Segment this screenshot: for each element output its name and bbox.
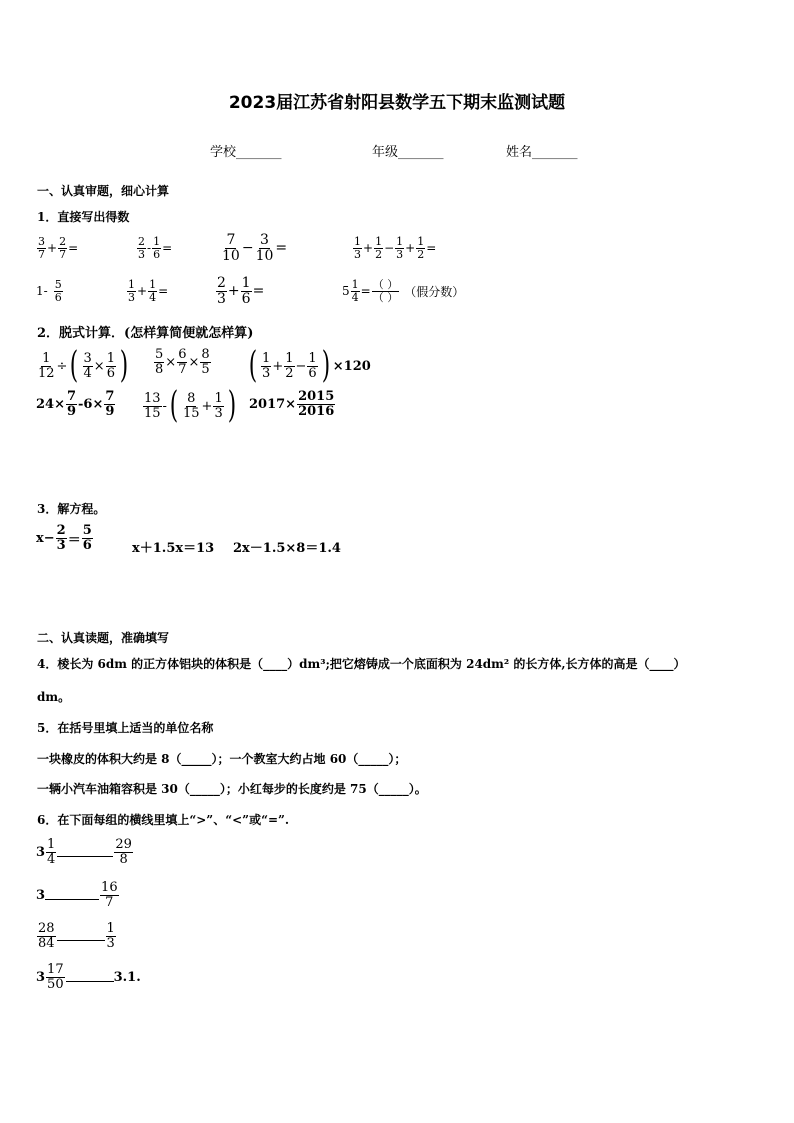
q6-r1-blank[interactable] (57, 856, 113, 857)
q1-r2-c: $\frac{2}{3}$ + $\frac{1}{6}$ = (217, 275, 265, 307)
q2-e3: ( $\frac{1}{3}$ + $\frac{1}{2}$ − $\frac{1}{6}$ ) ×120 (248, 345, 371, 386)
section2-heading: 二、认真读题，准确填写 (37, 631, 170, 645)
q3-e3: 2x－1.5×8＝1.4 (233, 541, 341, 556)
section1-heading: 一、认真审题，细心计算 (37, 184, 170, 198)
q2-e4: 24× $\frac{7}{9}$ -6× $\frac{7}{9}$ (36, 389, 115, 419)
q2-e2: $\frac{5}{8}$ × $\frac{6}{7}$ × $\frac{8}{5}$ (155, 347, 210, 377)
q2-label: 2．脱式计算．(怎样算简便就怎样算) (37, 326, 254, 341)
q2-e6: 2017× $\frac{2015}{2016}$ (249, 389, 335, 419)
school-field: 学校_______ (210, 145, 282, 160)
page-title: 2023届江苏省射阳县数学五下期末监测试题 (228, 93, 566, 113)
q5-line2: 一辆小汽车油箱容积是 30（_____）；小红每步的长度约是 75（_____）。 (37, 782, 427, 796)
q5-line1: 一块橡皮的体积大约是 8（_____）；一个教室大约占地 60（_____）； (37, 752, 407, 766)
q1-r1-c: $\frac{7}{10}$ − $\frac{3}{10}$ = (222, 232, 288, 264)
q6-r3: $\frac{28}{84}$ $\frac{1}{3}$ (38, 921, 115, 951)
q3-e1: x− $\frac{2}{3}$ ＝ $\frac{5}{6}$ (36, 523, 92, 553)
q1-r1-b: $\frac{2}{3}$ - $\frac{1}{6}$ = (138, 235, 173, 261)
q3-e2: x＋1.5x＝13 (132, 541, 215, 556)
q3-label: 3．解方程。 (37, 502, 106, 516)
q6-r2-blank[interactable] (45, 899, 99, 900)
q6-r3-blank[interactable] (57, 940, 105, 941)
q6-r1: 3 $\frac{1}{4}$ $\frac{29}{8}$ (36, 837, 132, 867)
grade-field: 年级_______ (372, 145, 444, 160)
q1-r1-a: $\frac{3}{7}$ + $\frac{2}{7}$ = (38, 235, 79, 261)
q5-label: 5．在括号里填上适当的单位名称 (37, 721, 214, 735)
q4-line1: 4．棱长为 6dm 的正方体铝块的体积是（____）dm³;把它熔铸成一个底面积为 24dm² 的长方体,长方体的高是（____） (37, 657, 686, 671)
q6-r4: 3 $\frac{17}{50}$ 3.1. (36, 962, 141, 992)
q2-e5: $\frac{13}{15}$ - ( $\frac{8}{15}$ + $\frac{1}{3}$ ) (144, 385, 236, 426)
q6-label: 6．在下面每组的横线里填上“>”、“<”或“=”. (37, 813, 290, 827)
name-field: 姓名_______ (506, 145, 578, 160)
q1-r2-b: $\frac{1}{3}$ + $\frac{1}{4}$ = (128, 278, 169, 304)
q1-label: 1．直接写出得数 (37, 210, 130, 224)
q2-e1: $\frac{1}{12}$ ÷ ( $\frac{3}{4}$ × $\frac{1}{6}$ ) (38, 345, 129, 386)
q1-r2-d: 5 $\frac{1}{4}$ = $\frac{( )}{( )}$ （假分数） (342, 278, 465, 304)
q6-r2: 3 $\frac{16}{7}$ (36, 880, 118, 910)
q6-r4-blank[interactable] (66, 981, 114, 982)
q4-line2: dm。 (37, 690, 71, 704)
q1-r1-d: $\frac{1}{3}$ + $\frac{1}{2}$ − $\frac{1}{3}$ + $\frac{1}{2}$ = (354, 235, 437, 261)
q1-r2-a: 1- $\frac{5}{6}$ (36, 278, 62, 304)
